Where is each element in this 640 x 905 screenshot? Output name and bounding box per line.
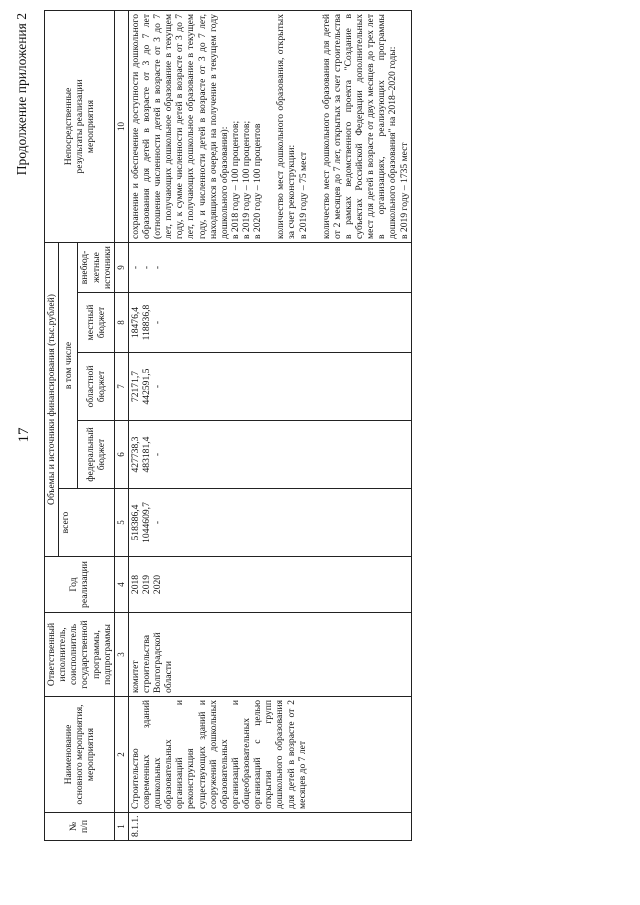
total-value: 518386,4 (129, 504, 141, 541)
year-value: 2020 (152, 574, 163, 595)
year-value: 2019 (140, 574, 152, 595)
header-executor: Ответственный исполнитель, соисполнитель государственной программы, подпрограммы (45, 613, 115, 697)
header-federal: федеральный бюджет (78, 421, 114, 489)
total-value: 1044609,7 (140, 502, 152, 543)
extra-value: - (129, 265, 141, 270)
row-number: 8.1.1. (128, 813, 411, 841)
local-value: 18476,4 (129, 306, 141, 339)
header-number: № п/п (45, 813, 115, 841)
results-cell (128, 10, 411, 242)
activity-name: Строительство современных зданий дошкольных образовательных организаций и реконструкция существующих зданий и сооружений дошкольных образовательных организаций и общеобразовательных организаций с целью открытия групп дошкольного образования для детей в возрасте от 2 месяцев до 7 лет (128, 697, 411, 813)
header-results: Непосредственные результаты реализации мероприятия (45, 10, 115, 242)
federal-value: 483181,4 (140, 436, 152, 473)
header-funding: Объемы и источники финансирования (тыс.рублей) (45, 242, 59, 556)
header-year: Год реализации (45, 557, 115, 613)
page-number: 17 (16, 427, 32, 443)
column-number: 9 (114, 242, 128, 292)
header-total: всего (59, 489, 115, 557)
federal-value: 427738,3 (129, 436, 141, 473)
column-number: 4 (114, 557, 128, 613)
header-regional: областной бюджет (78, 353, 114, 421)
regional-value: - (152, 384, 163, 389)
column-number-row (114, 10, 128, 840)
header-activity-name: Наименование основного мероприятия, мероприятия (45, 697, 115, 813)
total-cell (128, 489, 411, 557)
column-number: 7 (114, 353, 128, 421)
funding-table (44, 10, 412, 841)
result-paragraph: сохранение и обеспечение доступности дошкольного образования для детей в возрасте от 3 до 7 лет (отношение численности детей в возрасте от 3 до 7 лет, получающих дошкольное образование в текущем году, к сумме численности детей в возрасте от 3 до 7 лет, получающих дошкольное образование в текущем году, и численности детей в возрасте от 3 до 7 лет, находящихся в очереди на получение в текущем году дошкольного образования): в 2018 году – 100 процентов; в 2019 году – 100 процентов; в 2020 году – 100 процентов (129, 13, 264, 239)
local-value: 118836,8 (140, 304, 152, 341)
continuation-label: Продолжение приложения 2 (14, 13, 29, 176)
column-number: 2 (114, 697, 128, 813)
extra-value: - (152, 265, 163, 270)
column-number: 5 (114, 489, 128, 557)
table-row (128, 10, 411, 840)
column-number: 1 (114, 813, 128, 841)
column-number: 6 (114, 421, 128, 489)
total-value: - (152, 520, 163, 525)
header-extra: внебюд- жетные источники (78, 242, 114, 292)
extra-value: - (140, 265, 152, 270)
local-value: - (152, 320, 163, 325)
result-paragraph: количество мест дошкольного образования, открытых за счет реконструкции: в 2019 году – 75 мест (275, 13, 309, 239)
regional-value: 72171,7 (129, 370, 141, 403)
federal-value: - (152, 452, 163, 457)
year-value: 2018 (129, 574, 141, 595)
years-cell (128, 557, 411, 613)
header-in-that-number: в том числе (59, 242, 78, 488)
regional-cell (128, 353, 411, 421)
column-number: 10 (114, 10, 128, 242)
column-number: 3 (114, 613, 128, 697)
extra-cell (128, 242, 411, 292)
local-cell (128, 293, 411, 353)
federal-cell (128, 421, 411, 489)
regional-value: 442591,5 (140, 368, 152, 405)
executor-name: комитет строительства Волгоградской области (128, 613, 411, 697)
column-number: 8 (114, 293, 128, 353)
header-local: местный бюджет (78, 293, 114, 353)
result-paragraph: количество мест дошкольного образования для детей от 2 месяцев до 7 лет, открытых за счет строительства в рамках ведомственного проекта "Создание в субъектах Российской Федерации дополнительных мест для детей в возрасте от двух месяцев до трех лет в организациях, реализующих программы дошкольного образования" на 2018–2020 годы: в 2019 году – 1735 мест (320, 13, 410, 239)
